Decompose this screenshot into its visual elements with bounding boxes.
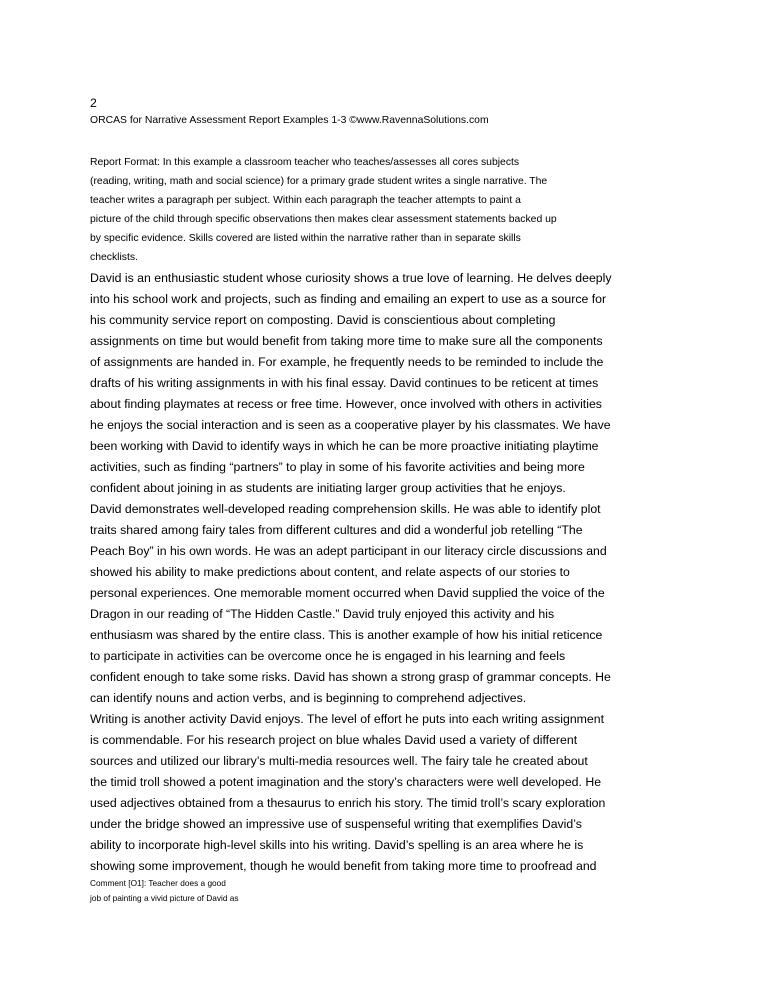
narrative-line: can identify nouns and action verbs, and is beginning to comprehend adjectives.	[90, 691, 527, 705]
narrative-line: the timid troll showed a potent imagination and the story’s characters were well developed. He	[90, 775, 602, 789]
narrative-line: confident enough to take some risks. David has shown a strong grasp of grammar concepts. He	[90, 670, 611, 684]
narrative-line: Peach Boy” in his own words. He was an adept participant in our literacy circle discussions and	[90, 544, 607, 558]
narrative-line: personal experiences. One memorable moment occurred when David supplied the voice of the	[90, 586, 605, 600]
narrative-line: drafts of his writing assignments in with his final essay. David continues to be reticent at times	[90, 376, 599, 390]
narrative-line: confident about joining in as students are initiating larger group activities that he enjoys.	[90, 481, 566, 495]
narrative-line: his community service report on composting. David is conscientious about completing	[90, 313, 556, 327]
narrative-line: he enjoys the social interaction and is seen as a cooperative player by his classmates. We have	[90, 418, 611, 432]
report-format-line: by specific evidence. Skills covered are listed within the narrative rather than in separate skills	[90, 233, 521, 244]
narrative-line: used adjectives obtained from a thesaurus to enrich his story. The timid troll’s scary exploration	[90, 796, 606, 810]
narrative-line: sources and utilized our library’s multi-media resources well. The fairy tale he created about	[90, 754, 588, 768]
report-format-line: picture of the child through specific observations then makes clear assessment statements backed up	[90, 214, 557, 225]
narrative-line: assignments on time but would benefit from taking more time to make sure all the components	[90, 334, 603, 348]
page-number: 2	[90, 96, 97, 110]
narrative-line: of assignments are handed in. For example, he frequently needs to be reminded to include the	[90, 355, 604, 369]
header-title: ORCAS for Narrative Assessment Report Examples 1-3 ©www.RavennaSolutions.com	[90, 115, 489, 126]
narrative-line: to participate in activities can be overcome once he is engaged in his learning and feels	[90, 649, 566, 663]
report-format-line: (reading, writing, math and social science) for a primary grade student writes a single narrative. The	[90, 176, 548, 187]
narrative-line: David is an enthusiastic student whose curiosity shows a true love of learning. He delves deeply	[90, 271, 612, 285]
narrative-line: under the bridge showed an impressive use of suspenseful writing that exemplifies David’s	[90, 817, 582, 831]
comment-line: job of painting a vivid picture of David as	[90, 893, 239, 903]
narrative-line: activities, such as finding “partners” to play in some of his favorite activities and being more	[90, 460, 585, 474]
narrative-line: showing some improvement, though he would benefit from taking more time to proofread and	[90, 859, 597, 873]
comment-line: Comment [O1]: Teacher does a good	[90, 878, 226, 888]
narrative-line: is commendable. For his research project on blue whales David used a variety of different	[90, 733, 578, 747]
narrative-line: into his school work and projects, such as finding and emailing an expert to use as a source for	[90, 292, 607, 306]
narrative-line: Writing is another activity David enjoys. The level of effort he puts into each writing assignment	[90, 712, 604, 726]
narrative-line: David demonstrates well-developed reading comprehension skills. He was able to identify plot	[90, 502, 601, 516]
narrative-line: traits shared among fairy tales from different cultures and did a wonderful job retelling “The	[90, 523, 583, 537]
narrative-line: ability to incorporate high-level skills into his writing. David’s spelling is an area where he is	[90, 838, 584, 852]
narrative-line: Dragon in our reading of “The Hidden Castle.” David truly enjoyed this activity and his	[90, 607, 555, 621]
narrative-line: showed his ability to make predictions about content, and relate aspects of our stories to	[90, 565, 570, 579]
narrative-line: been working with David to identify ways in which he can be more proactive initiating playtime	[90, 439, 599, 453]
report-format-line: checklists.	[90, 252, 138, 263]
report-format-line: Report Format: In this example a classroom teacher who teaches/assesses all cores subjects	[90, 157, 520, 168]
narrative-line: about finding playmates at recess or free time. However, once involved with others in activities	[90, 397, 602, 411]
narrative-line: enthusiasm was shared by the entire class. This is another example of how his initial reticence	[90, 628, 603, 642]
report-format-line: teacher writes a paragraph per subject. Within each paragraph the teacher attempts to paint a	[90, 195, 521, 206]
